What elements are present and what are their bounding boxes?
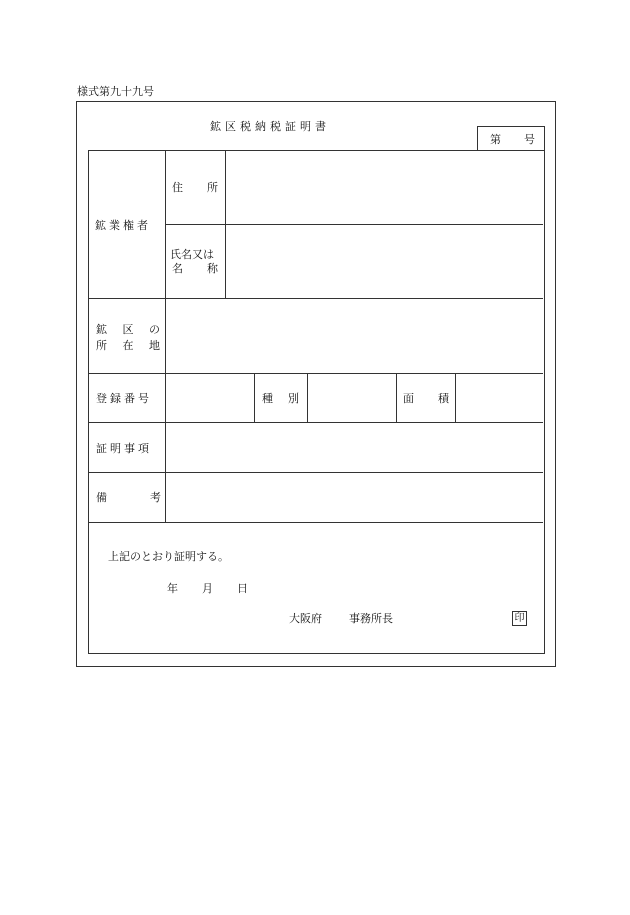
row-divider-5 xyxy=(89,522,543,523)
remarks-label-second: 考 xyxy=(150,491,161,504)
form-number: 様式第九十九号 xyxy=(77,85,154,98)
row-divider-4 xyxy=(89,472,543,473)
number-prefix: 第 xyxy=(490,133,501,146)
type-label-first: 種 xyxy=(262,392,273,405)
location-char-2: 区 xyxy=(122,323,134,336)
label-column-divider xyxy=(165,151,166,522)
location-label-line1 xyxy=(96,323,160,336)
address-name-divider xyxy=(166,224,543,225)
sublabel-column-divider xyxy=(225,151,226,299)
location-label-line2 xyxy=(96,339,160,352)
address-label-second: 所 xyxy=(207,181,218,194)
type-label-divider xyxy=(307,373,308,422)
form-title: 鉱区税納税証明書 xyxy=(210,120,330,133)
name-label-line2-second: 称 xyxy=(207,262,218,275)
seal-mark: 印 xyxy=(512,611,527,626)
registration-divider xyxy=(254,373,255,422)
area-label-divider xyxy=(455,373,456,422)
issuer-office-head: 事務所長 xyxy=(349,612,393,625)
type-label-second: 別 xyxy=(288,392,299,405)
area-label-second: 積 xyxy=(438,392,449,405)
location-char-6: 地 xyxy=(149,339,160,352)
rights-holder-label: 鉱業権者 xyxy=(95,219,151,232)
issuer-prefecture: 大阪府 xyxy=(289,612,322,625)
location-char-1: 鉱 xyxy=(96,323,107,336)
date-month: 月 xyxy=(202,582,213,595)
row-divider-3 xyxy=(89,422,543,423)
form-table xyxy=(88,150,545,654)
location-char-4: 所 xyxy=(96,339,107,352)
remarks-label-first: 備 xyxy=(96,491,107,504)
row-divider-2 xyxy=(89,373,543,374)
number-suffix: 号 xyxy=(524,133,535,146)
certified-items-label: 証明事項 xyxy=(96,442,152,455)
name-label-line1: 氏名又は xyxy=(170,248,214,261)
area-label-first: 面 xyxy=(403,392,414,405)
date-day: 日 xyxy=(237,582,248,595)
registration-number-label: 登録番号 xyxy=(96,392,152,405)
address-label-first: 住 xyxy=(172,181,183,194)
date-year: 年 xyxy=(167,582,178,595)
name-label-line2-first: 名 xyxy=(172,262,183,275)
row-divider-1 xyxy=(89,298,543,299)
certification-statement: 上記のとおり証明する。 xyxy=(108,550,229,563)
type-value-divider xyxy=(396,373,397,422)
location-char-5: 在 xyxy=(122,339,134,352)
location-char-3: の xyxy=(149,323,160,336)
